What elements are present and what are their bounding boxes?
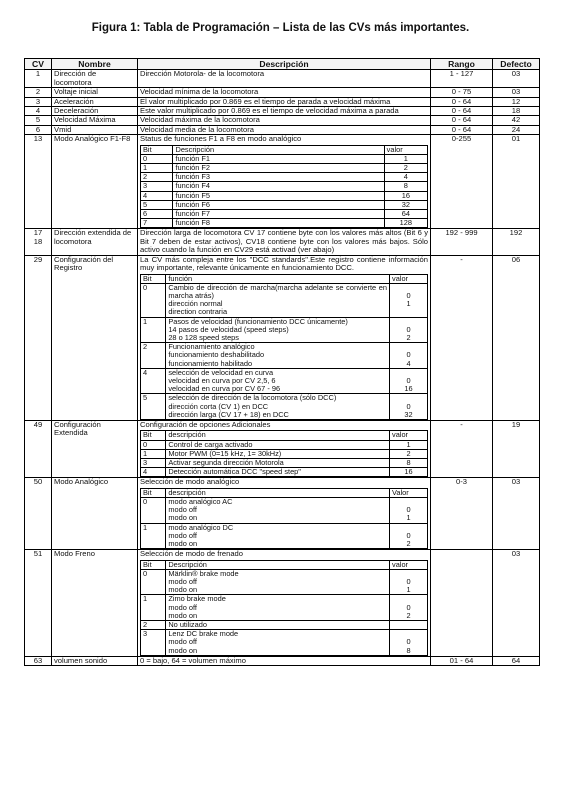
subtable-cell: 128	[384, 219, 427, 228]
cell-nombre: volumen sonido	[52, 656, 138, 665]
subtable-header-cell: Bit	[141, 488, 166, 497]
subtable-desc-line: modo on	[168, 585, 198, 595]
subtable-value-line: 0	[406, 637, 411, 647]
cell-cv: 63	[25, 656, 52, 665]
subtable-desc-line: modo on	[168, 539, 198, 549]
subtable-cell: 2	[384, 164, 427, 173]
subtable-header-cell: Bit	[141, 431, 166, 440]
cell-cv: 1	[25, 70, 52, 88]
subtable-bit-cell: 0	[141, 498, 166, 524]
subtable-row	[141, 219, 428, 228]
table-row-cv-29	[25, 255, 540, 420]
cell-rango: 01 - 64	[431, 656, 493, 665]
subtable-row	[141, 394, 428, 420]
bit-subtable	[140, 430, 428, 477]
subtable-value-line: 32	[404, 409, 413, 419]
subtable-value-cell	[390, 569, 428, 595]
subtable-value-line: 2	[406, 610, 411, 620]
subtable-value-cell	[390, 368, 428, 394]
subtable-desc-line: modo off	[168, 602, 197, 612]
descripcion-text: Velocidad máxima de la locomotora	[140, 115, 260, 125]
subtable-cell: 1	[384, 154, 427, 163]
subtable-value-line: 0	[406, 577, 411, 587]
cell-defecto: 192	[493, 229, 540, 255]
subtable-cell: 6	[141, 210, 173, 219]
subtable-desc-line: modo off	[168, 530, 197, 540]
subtable-desc-line: selección de dirección de la locomotora (sólo DCC)	[168, 393, 337, 403]
descripcion-text: Velocidad mínima de la locomotora	[140, 87, 259, 97]
cell-nombre: Deceleración	[52, 107, 138, 116]
cell-nombre: Voltaje inicial	[52, 88, 138, 97]
cell-cv: 50	[25, 478, 52, 550]
subtable-header-cell: Bit	[141, 274, 166, 283]
subtable-desc-line: No utilizado	[168, 620, 207, 630]
subtable-value-line: 0	[406, 602, 411, 612]
subtable-desc-line: modo off	[168, 637, 197, 647]
subtable-row	[141, 569, 428, 595]
subtable-row	[141, 595, 428, 621]
subtable-header-row	[141, 274, 428, 283]
cell-cv: 3	[25, 97, 52, 106]
cell-rango: 0-3	[431, 478, 493, 550]
cv-table	[24, 58, 540, 666]
subtable-bit-cell: 0	[141, 283, 166, 317]
cell-defecto: 64	[493, 656, 540, 665]
subtable-header-cell: Valor	[390, 488, 428, 497]
subtable-header-cell: función	[166, 274, 390, 283]
subtable-desc-line: dirección larga (CV 17 + 18) en DCC	[168, 409, 289, 419]
subtable-desc-cell	[166, 498, 390, 524]
subtable-cell: 4	[384, 173, 427, 182]
subtable-desc-cell	[166, 343, 390, 369]
cell-rango: 0 - 64	[431, 116, 493, 125]
descripcion-text: Dirección Motorola- de la locomotora	[140, 69, 265, 79]
subtable-desc-line: 28 o 128 speed steps	[168, 332, 239, 342]
subtable-cell: 32	[384, 200, 427, 209]
subtable-cell: función F3	[173, 173, 384, 182]
subtable-header-cell: Descripción	[173, 145, 384, 154]
subtable-value-line: 0	[406, 375, 411, 385]
cell-cv: 6	[25, 125, 52, 134]
cell-rango: 0 - 64	[431, 97, 493, 106]
descripcion-text: La CV más compleja entre los "DCC standards".Este registro contiene información muy importante, relevante únicamente en funcionamiento DCC.	[140, 254, 428, 273]
cell-descripcion	[138, 255, 431, 420]
subtable-value-line: 0	[406, 324, 411, 334]
subtable-desc-cell	[166, 595, 390, 621]
subtable-value-line: 1	[406, 513, 411, 523]
subtable-bit-cell: 1	[141, 523, 166, 549]
subtable-bit-cell: 2	[141, 621, 166, 630]
descripcion-text: El valor multiplicado por 0.869 es el tiempo de parada a velocidad máxima	[140, 96, 391, 106]
subtable-row	[141, 182, 428, 191]
subtable-bit-cell: 0	[141, 569, 166, 595]
cell-rango: 1 - 127	[431, 70, 493, 88]
subtable-row	[141, 630, 428, 656]
subtable-header-row	[141, 431, 428, 440]
cell-rango: -	[431, 420, 493, 477]
subtable-desc-cell	[166, 368, 390, 394]
cell-nombre: Modo Analógico	[52, 478, 138, 550]
descripcion-text: Configuración de opciones Adicionales	[140, 419, 271, 429]
subtable-row	[141, 317, 428, 343]
subtable-value-line: 0	[406, 530, 411, 540]
descripcion-text: Selección de modo de frenado	[140, 549, 244, 559]
cell-descripcion	[138, 478, 431, 550]
subtable-value-cell	[390, 498, 428, 524]
cell-rango: 0 - 64	[431, 107, 493, 116]
subtable-row	[141, 368, 428, 394]
subtable-cell: 16	[390, 468, 428, 477]
cell-cv: 13	[25, 135, 52, 229]
cell-defecto: 12	[493, 97, 540, 106]
subtable-header-cell: Descripción	[166, 560, 390, 569]
subtable-value-cell	[390, 595, 428, 621]
cell-rango	[431, 550, 493, 657]
descripcion-text: Status de funciones F1 a F8 en modo analógico	[140, 134, 302, 144]
cell-descripcion	[138, 135, 431, 229]
subtable-desc-line: Pasos de velocidad (funcionamiento DCC únicamente)	[168, 316, 348, 326]
subtable-row	[141, 343, 428, 369]
subtable-header-cell: valor	[384, 145, 427, 154]
subtable-cell: 1	[141, 449, 166, 458]
subtable-desc-line: funcionamiento deshabilitado	[168, 350, 265, 360]
subtable-desc-cell	[166, 283, 390, 317]
bit-subtable	[140, 560, 428, 656]
subtable-value-line: 4	[406, 358, 411, 368]
subtable-desc-line: modo on	[168, 610, 198, 620]
subtable-cell: 4	[141, 191, 173, 200]
subtable-cell: 16	[384, 191, 427, 200]
cell-nombre: Dirección extendida de locomotora	[52, 229, 138, 255]
subtable-cell: función F7	[173, 210, 384, 219]
descripcion-text: Este valor multiplicado por 0.869 es el tiempo de velocidad máxima a parada	[140, 106, 399, 116]
descripcion-text: Dirección larga de locomotora CV 17 contiene byte con los valores más altos (Bit 6 y Bit 7 deben de estar activos), CV18 contiene byte con los valores más bajos. Sólo activo cuando la función en CV29 está activad (ver abajo)	[140, 228, 428, 255]
cell-defecto: 19	[493, 420, 540, 477]
subtable-header-row	[141, 145, 428, 154]
col-header-descripcion: Descripción	[138, 59, 431, 70]
subtable-header-cell: descripción	[166, 488, 390, 497]
subtable-value-line	[392, 621, 425, 629]
subtable-header-cell: valor	[390, 560, 428, 569]
subtable-desc-line: 14 pasos de velocidad (speed steps)	[168, 324, 289, 334]
subtable-cell: 4	[141, 468, 166, 477]
col-header-defecto: Defecto	[493, 59, 540, 70]
subtable-header-row	[141, 560, 428, 569]
cell-nombre: Modo Freno	[52, 550, 138, 657]
cell-descripcion	[138, 550, 431, 657]
cell-cv: 51	[25, 550, 52, 657]
cell-defecto: 42	[493, 116, 540, 125]
subtable-desc-line: modo off	[168, 577, 197, 587]
subtable-row	[141, 283, 428, 317]
subtable-desc-cell	[166, 523, 390, 549]
subtable-value-line: 0	[406, 350, 411, 360]
descripcion-text: Velocidad media de la locomotora	[140, 124, 254, 134]
col-header-rango: Rango	[431, 59, 493, 70]
subtable-value-line: 16	[404, 384, 413, 394]
subtable-desc-cell	[166, 569, 390, 595]
subtable-cell: 2	[141, 173, 173, 182]
subtable-header-cell: descripción	[166, 431, 390, 440]
cell-nombre: Configuración del Registro	[52, 255, 138, 420]
bit-subtable	[140, 488, 428, 549]
cell-descripcion	[138, 229, 431, 255]
subtable-cell: 5	[141, 200, 173, 209]
subtable-cell: 1	[390, 440, 428, 449]
subtable-value-line: 1	[406, 585, 411, 595]
page-title: Figura 1: Tabla de Programación – Lista de las CVs más importantes.	[91, 22, 470, 34]
descripcion-text: 0 = bajo, 64 = volumen máximo	[140, 655, 246, 665]
subtable-value-line: 8	[406, 645, 411, 655]
subtable-row	[141, 498, 428, 524]
subtable-desc-line: selección de velocidad en curva	[168, 367, 274, 377]
subtable-desc-line: Zimo brake mode	[168, 594, 226, 604]
subtable-desc-line: dirección corta (CV 1) en DCC	[168, 401, 269, 411]
cell-rango: 0 - 75	[431, 88, 493, 97]
cell-defecto: 03	[493, 88, 540, 97]
subtable-cell: función F2	[173, 164, 384, 173]
subtable-desc-line: velocidad en curva por CV 2,5, 6	[168, 375, 276, 385]
subtable-header-cell: Bit	[141, 560, 166, 569]
cell-rango: 0-255	[431, 135, 493, 229]
subtable-bit-cell: 4	[141, 368, 166, 394]
subtable-desc-line: direction contraria	[168, 307, 228, 317]
cell-cv: 5	[25, 116, 52, 125]
table-row-cv-50	[25, 478, 540, 550]
cell-defecto: 18	[493, 107, 540, 116]
subtable-bit-cell: 1	[141, 595, 166, 621]
subtable-desc-line: modo off	[168, 505, 197, 515]
cell-descripcion	[138, 116, 431, 125]
table-header-row	[25, 59, 540, 70]
cell-cv: 29	[25, 255, 52, 420]
subtable-desc-line: Funcionamiento analógico	[168, 342, 255, 352]
cell-defecto: 01	[493, 135, 540, 229]
cell-nombre: Vmid	[52, 125, 138, 134]
subtable-cell: 0	[141, 154, 173, 163]
subtable-cell: Motor PWM (0=15 kHz, 1= 30kHz)	[166, 449, 390, 458]
subtable-cell: función F6	[173, 200, 384, 209]
subtable-cell: función F5	[173, 191, 384, 200]
table-row-cv-63	[25, 656, 540, 665]
cell-defecto: 03	[493, 550, 540, 657]
cell-nombre: Modo Analógico F1-F8	[52, 135, 138, 229]
subtable-row	[141, 468, 428, 477]
subtable-value-line: 0	[406, 505, 411, 515]
col-header-cv: CV	[25, 59, 52, 70]
cell-rango: 0 - 64	[431, 125, 493, 134]
subtable-cell: 8	[384, 182, 427, 191]
subtable-value-line: 0	[406, 290, 411, 300]
table-row-cv-49	[25, 420, 540, 477]
subtable-desc-line: Lenz DC brake mode	[168, 629, 239, 639]
cell-rango: -	[431, 255, 493, 420]
cell-descripcion	[138, 656, 431, 665]
cell-nombre: Aceleración	[52, 97, 138, 106]
cell-nombre: Velocidad Máxima	[52, 116, 138, 125]
subtable-cell: Detección automática DCC "speed step"	[166, 468, 390, 477]
subtable-cell: 3	[141, 182, 173, 191]
subtable-header-cell: Bit	[141, 145, 173, 154]
subtable-desc-cell	[166, 317, 390, 343]
bit-subtable	[140, 274, 428, 420]
cell-cv: 4	[25, 107, 52, 116]
cell-rango: 192 - 999	[431, 229, 493, 255]
subtable-value-cell	[390, 317, 428, 343]
subtable-desc-line: modo analógico AC	[168, 497, 233, 506]
subtable-bit-cell: 1	[141, 317, 166, 343]
cell-descripcion	[138, 420, 431, 477]
subtable-cell: 0	[141, 440, 166, 449]
cell-nombre: Configuración Extendida	[52, 420, 138, 477]
subtable-bit-cell: 5	[141, 394, 166, 420]
subtable-cell: 3	[141, 458, 166, 467]
cell-defecto: 03	[493, 478, 540, 550]
subtable-cell: 1	[141, 164, 173, 173]
subtable-desc-line: Märklin® brake mode	[168, 568, 239, 578]
subtable-cell: 64	[384, 210, 427, 219]
subtable-value-cell	[390, 394, 428, 420]
cell-cv: 2	[25, 88, 52, 97]
subtable-cell: función F1	[173, 154, 384, 163]
subtable-header-cell: valor	[390, 274, 428, 283]
subtable-header-cell: valor	[390, 431, 428, 440]
subtable-value-line: 0	[406, 401, 411, 411]
subtable-desc-line: modo analógico DC	[168, 522, 234, 532]
table-row-cv-51	[25, 550, 540, 657]
subtable-row	[141, 440, 428, 449]
subtable-value-cell	[390, 630, 428, 656]
subtable-bit-cell: 3	[141, 630, 166, 656]
subtable-value-cell	[390, 283, 428, 317]
subtable-desc-line: modo on	[168, 513, 198, 523]
cell-defecto: 24	[493, 125, 540, 134]
subtable-value-line: 2	[406, 332, 411, 342]
subtable-desc-cell	[166, 394, 390, 420]
cell-nombre: Dirección de locomotora	[52, 70, 138, 88]
table-row-cv-17-18	[25, 229, 540, 255]
cell-defecto: 06	[493, 255, 540, 420]
subtable-desc-line: dirección normal	[168, 299, 223, 309]
descripcion-text: Selección de modo analógico	[140, 477, 240, 487]
subtable-desc-cell	[166, 630, 390, 656]
table-row-cv-1	[25, 70, 540, 88]
subtable-desc-line: funcionamiento habilitado	[168, 358, 253, 368]
cell-descripcion	[138, 88, 431, 97]
cell-defecto: 03	[493, 70, 540, 88]
subtable-row	[141, 191, 428, 200]
subtable-cell: Control de carga activado	[166, 440, 390, 449]
subtable-desc-line: Cambio de dirección de marcha(marcha adelante se convierte en marcha atrás)	[168, 282, 387, 300]
cell-cv: 49	[25, 420, 52, 477]
subtable-value-cell	[390, 523, 428, 549]
subtable-cell: 8	[390, 458, 428, 467]
subtable-bit-cell: 2	[141, 343, 166, 369]
cell-cv: 17 18	[25, 229, 52, 255]
table-row-cv-13	[25, 135, 540, 229]
subtable-value-cell	[390, 343, 428, 369]
subtable-cell: 2	[390, 449, 428, 458]
col-header-nombre: Nombre	[52, 59, 138, 70]
bit-subtable	[140, 145, 428, 229]
subtable-desc-line: velocidad en curva por CV 67 - 96	[168, 384, 281, 394]
cell-descripcion	[138, 70, 431, 88]
subtable-cell: función F4	[173, 182, 384, 191]
subtable-cell: función F8	[173, 219, 384, 228]
subtable-cell: 7	[141, 219, 173, 228]
subtable-row	[141, 523, 428, 549]
subtable-value-line: 2	[406, 539, 411, 549]
subtable-cell: Activar segunda dirección Motorola	[166, 458, 390, 467]
table-row-cv-5	[25, 116, 540, 125]
table-row-cv-2	[25, 88, 540, 97]
subtable-value-line: 1	[406, 299, 411, 309]
subtable-desc-line: modo on	[168, 645, 198, 655]
